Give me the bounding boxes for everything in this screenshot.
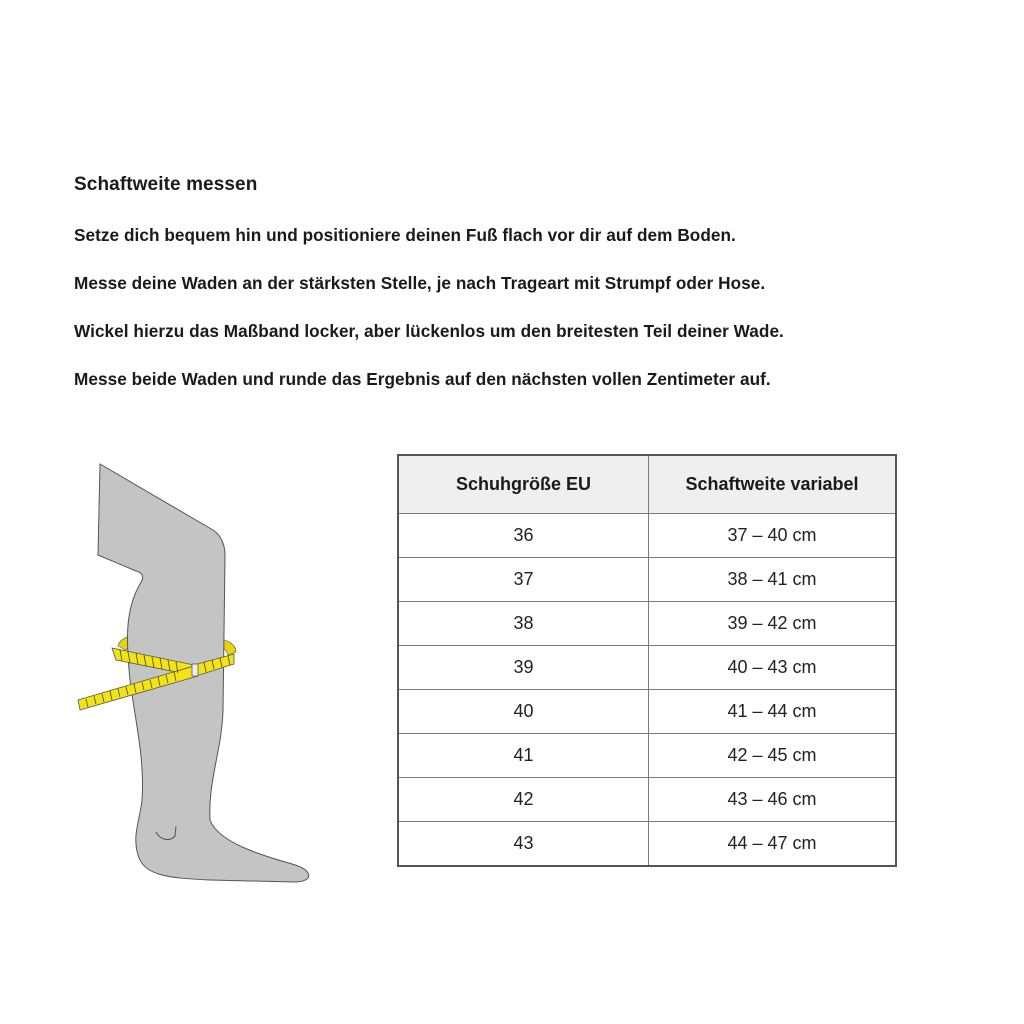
table-row xyxy=(398,646,896,690)
instruction-3: Wickel hierzu das Maßband locker, aber lückenlos um den breitesten Teil deiner Wade. xyxy=(74,321,784,341)
page-title: Schaftweite messen xyxy=(74,174,258,195)
table-row xyxy=(398,558,896,602)
shoe-size-cell: 41 xyxy=(398,734,649,778)
column-header-shoe-size: Schuhgröße EU xyxy=(398,455,649,514)
shaft-width-cell: 43 – 46 cm xyxy=(649,778,897,822)
instruction-1: Setze dich bequem hin und positioniere deinen Fuß flach vor dir auf dem Boden. xyxy=(74,225,736,245)
shaft-width-cell: 40 – 43 cm xyxy=(649,646,897,690)
instruction-4: Messe beide Waden und runde das Ergebnis auf den nächsten vollen Zentimeter auf. xyxy=(74,369,771,389)
shaft-width-cell: 39 – 42 cm xyxy=(649,602,897,646)
table-row xyxy=(398,778,896,822)
leg-with-measuring-tape-icon xyxy=(60,450,340,910)
column-header-shaft-width: Schaftweite variabel xyxy=(649,455,897,514)
table-row xyxy=(398,690,896,734)
instruction-2: Messe deine Waden an der stärksten Stelle, je nach Trageart mit Strumpf oder Hose. xyxy=(74,273,766,293)
shaft-width-cell: 37 – 40 cm xyxy=(649,514,897,558)
shaft-width-cell: 41 – 44 cm xyxy=(649,690,897,734)
table-row xyxy=(398,822,896,867)
shoe-size-cell: 40 xyxy=(398,690,649,734)
shaft-width-cell: 42 – 45 cm xyxy=(649,734,897,778)
table-row xyxy=(398,602,896,646)
shaft-width-cell: 44 – 47 cm xyxy=(649,822,897,867)
shoe-size-cell: 43 xyxy=(398,822,649,867)
table-header-row xyxy=(398,455,896,514)
shoe-size-cell: 39 xyxy=(398,646,649,690)
shoe-size-cell: 38 xyxy=(398,602,649,646)
size-table xyxy=(397,454,897,867)
shoe-size-cell: 42 xyxy=(398,778,649,822)
shoe-size-cell: 36 xyxy=(398,514,649,558)
shaft-width-cell: 38 – 41 cm xyxy=(649,558,897,602)
table-row xyxy=(398,514,896,558)
table-row xyxy=(398,734,896,778)
shoe-size-cell: 37 xyxy=(398,558,649,602)
